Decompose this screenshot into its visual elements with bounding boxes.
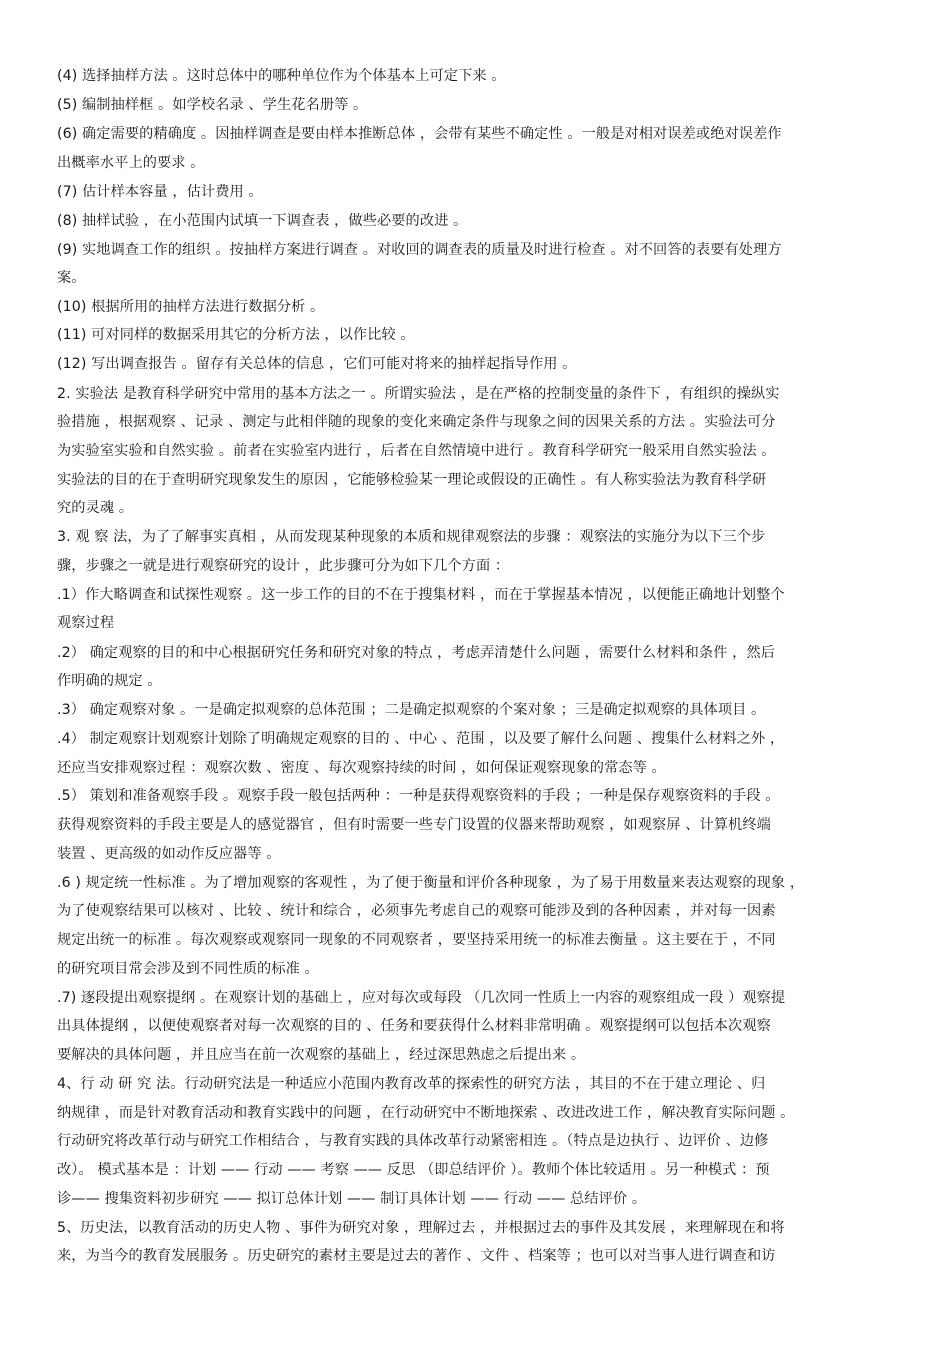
text-line: 诊—— 搜集资料初步研究 —— 拟订总体计划 —— 制订具体计划 —— 行动 —— 总结评价 。 [57, 1191, 647, 1207]
text-line: .4） 制定观察计划观察计划除了明确规定观察的目的 、中心 、范围 ，以及要了解什么问题 、搜集什么材料之外 ， [57, 731, 785, 747]
text-line: 改）。 模式基本是 ：计划 —— 行动 —— 考察 —— 反思 （即总结评价 ）。教师个体比较适用 。另一种模式 ：预 [57, 1162, 770, 1178]
text-line: 出具体提纲 ，以便使观察者对每一次观察的目的 、任务和要获得什么材料非常明确 。观察提纲可以包括本次观察 [57, 1018, 771, 1034]
text-line: (6) 确定需要的精确度 。因抽样调查是要由样本推断总体 ，会带有某些不确定性 。一般是对相对误差或绝对误差作 [57, 126, 782, 142]
text-line: (10) 根据所用的抽样方法进行数据分析 。 [57, 299, 325, 315]
text-line: 要解决的具体问题 ，并且应当在前一次观察的基础上 ，经过深思熟虑之后提出来 。 [57, 1047, 586, 1063]
text-line: 装置 、更高级的如动作反应器等 。 [57, 846, 281, 862]
text-line: 作明确的规定 。 [57, 673, 162, 689]
text-line: .6 ) 规定统一性标准 。为了增加观察的客观性 ，为了便于衡量和评价各种现象 ，为了易于用数量来表达观察的现象 ， [57, 875, 805, 891]
text-line: 5、历史法，以教育活动的历史人物 、事件为研究对象 ，理解过去 ，并根据过去的事件及其发展 ，来理解现在和将 [57, 1220, 785, 1236]
text-line: 还应当安排观察过程 ：观察次数 、密度 、每次观察持续的时间 ，如何保证观察现象的常态等 。 [57, 760, 666, 776]
text-line: (4) 选择抽样方法 。这时总体中的哪种单位作为个体基本上可定下来 。 [57, 68, 506, 84]
text-line: (8) 抽样试验 ，在小范围内试填一下调查表 ，做些必要的改进 。 [57, 213, 468, 229]
text-line: 观察过程 [57, 615, 115, 631]
text-line: .5） 策划和准备观察手段 。观察手段一般包括两种 ：一种是获得观察资料的手段 ；一种是保存观察资料的手段 。 [57, 788, 780, 804]
text-line: (5) 编制抽样框 。如学校名录 、学生花名册等 。 [57, 97, 368, 113]
text-line: 来，为当今的教育发展服务 。历史研究的素材主要是过去的著作 、文件 、档案等 ；也可以对当事人进行调查和访 [57, 1248, 776, 1264]
text-line: 获得观察资料的手段主要是人的感觉器官 ，但有时需要一些专门设置的仪器来帮助观察 ，如观察屏 、计算机终端 [57, 817, 771, 833]
text-line: 4、行 动 研 究 法。行动研究法是一种适应小范围内教育改革的探索性的研究方法 ，其目的不在于建立理论 、归 [57, 1076, 766, 1092]
text-line: (12) 写出调查报告 。留存有关总体的信息 ，它们可能对将来的抽样起指导作用 。 [57, 356, 577, 372]
text-line: 为实验室实验和自然实验 。前者在实验室内进行 ，后者在自然情境中进行 。教育科学研究一般采用自然实验法 。 [57, 443, 776, 459]
text-line: 为了使观察结果可以核对 、比较 、统计和综合 ，必须事先考虑自己的观察可能涉及到的各种因素 ，并对每一因素 [57, 903, 776, 919]
text-line: 行动研究将改革行动与研究工作相结合 ，与教育实践的具体改革行动紧密相连 。（特点是边执行 、边评价 、边修 [57, 1133, 769, 1149]
text-line: (7) 估计样本容量 ，估计费用 。 [57, 184, 263, 200]
text-line: .3） 确定观察对象 。一是确定拟观察的总体范围 ；二是确定拟观察的个案对象 ；三是确定拟观察的具体项目 。 [57, 702, 766, 718]
text-line: (11) 可对同样的数据采用其它的分析方法 ，以作比较 。 [57, 327, 415, 343]
text-line: 案。 [57, 270, 86, 286]
text-line: .2） 确定观察的目的和中心根据研究任务和研究对象的特点 ，考虑弄清楚什么问题 ，需要什么材料和条件 ，然后 [57, 645, 775, 661]
text-line: 骤，步骤之一就是进行观察研究的设计 ，此步骤可分为如下几个方面 ： [57, 558, 510, 574]
text-line: .1）作大略调查和试探性观察 。这一步工作的目的不在于搜集材料 ，而在于掌握基本情况 ，以便能正确地计划整个 [57, 587, 785, 603]
text-line: 出概率水平上的要求 。 [57, 155, 205, 171]
text-line: 2. 实验法 是教育科学研究中常用的基本方法之一 。所谓实验法 ，是在严格的控制变量的条件下 ，有组织的操纵实 [57, 386, 780, 402]
text-line: 3. 观 察 法，为了了解事实真相 ，从而发现某种现象的本质和规律观察法的步骤 ：观察法的实施分为以下三个步 [57, 529, 766, 545]
text-line: 的研究项目常会涉及到不同性质的标准 。 [57, 961, 319, 977]
text-line: 究的灵魂 。 [57, 500, 134, 516]
text-line: 验措施 ，根据观察 、记录 、测定与此相伴随的现象的变化来确定条件与现象之间的因果关系的方法 。实验法可分 [57, 414, 776, 430]
text-line: 规定出统一的标准 。每次观察或观察同一现象的不同观察者 ，要坚持采用统一的标准去衡量 。这主要在于 ，不同 [57, 932, 776, 948]
text-line: (9) 实地调查工作的组织 。按抽样方案进行调查 。对收回的调查表的质量及时进行检查 。对不回答的表要有处理方 [57, 242, 782, 258]
text-line: 实验法的目的在于查明研究现象发生的原因 ，它能够检验某一理论或假设的正确性 。有人称实验法为教育科学研 [57, 472, 767, 488]
text-line: .7) 逐段提出观察提纲 。在观察计划的基础上 ，应对每次或每段 （几次同一性质上一内容的观察组成一段 ）观察提 [57, 990, 786, 1006]
text-line: 纳规律 ，而是针对教育活动和教育实践中的问题 ，在行动研究中不断地探索 、改进改进工作 ，解决教育实际问题 。 [57, 1105, 795, 1121]
